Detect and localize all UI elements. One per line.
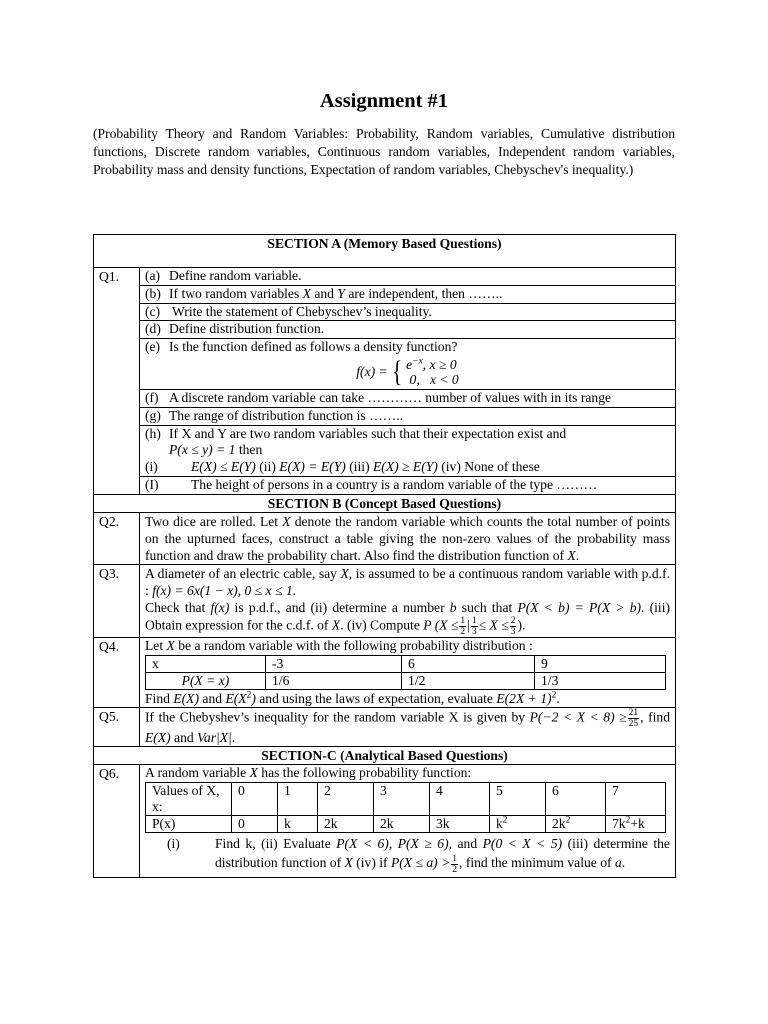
q4-p-row: P(X = x) 1/6 1/2 1/3 bbox=[146, 672, 666, 689]
q1e: (e) Is the function defined as follows a density function? f(x) = { $e^{-x}$, x ≥ 0 0, x < 0 bbox=[140, 339, 675, 390]
q1-number: Q1. bbox=[94, 268, 140, 495]
section-a-heading: SECTION A (Memory Based Questions) bbox=[94, 235, 676, 268]
q2-number: Q2. bbox=[94, 512, 140, 564]
section-c-heading: SECTION-C (Analytical Based Questions) bbox=[94, 746, 676, 764]
q4-x-row: x -3 6 9 bbox=[146, 655, 666, 672]
q6-number: Q6. bbox=[94, 764, 140, 877]
q1-row bbox=[94, 268, 676, 495]
q1-I: (I) The height of persons in a country is a random variable of the type ……… bbox=[140, 476, 675, 494]
q1c: (c) Write the statement of Chebyschev’s inequality. bbox=[140, 304, 675, 322]
q5-text: If the Chebyshev’s inequality for the random variable X is given by P(−2 < X < 8) ≥ $\frac{21}{25}$ , find E(X) and Var|X|. bbox=[140, 707, 676, 746]
section-a-header-row bbox=[94, 235, 676, 268]
q6-values-row: Values of X, x: 0 1 2 3 4 5 6 7 bbox=[146, 782, 666, 815]
intro-paragraph: (Probability Theory and Random Variables: Probability, Random variables, Cumulative distribution functions, Discrete random variables, Continuous random variables, Independent random variables, Probability mass and density functions, Expectation of random variables, Chebyschev's inequality.) bbox=[93, 126, 675, 178]
q6-probability-table bbox=[145, 782, 666, 833]
q1b: (b) If two random variables X and Y are independent, then …….. bbox=[140, 286, 675, 304]
q4-row bbox=[94, 637, 676, 707]
questions-table bbox=[93, 234, 676, 878]
q2-text: Two dice are rolled. Let X denote the random variable which counts the total number of points on the upturned faces, construct a table giving the non-zero values of the probability mass function and draw the probability chart. Also find the distribution function of X. bbox=[140, 512, 676, 564]
q1f: (f) A discrete random variable can take ………… number of values with in its range bbox=[140, 390, 675, 408]
q6-content: A random variable X has the following probability function: Values of X, x: 0 1 2 3 4 5 6 7 P(x) 0 k 2k 2k 3k $k^2$ $2k^2$ $7k^2+k$ (i) Find k, (ii) Evaluate P(X < 6), P(X ≥ 6), and P(0 < X < 5) (iii) determine the distribution function of X (iv) if P(X ≤ a) > $\frac{1}{2}$ , find the minimum value of a. bbox=[140, 764, 676, 877]
section-b-header-row bbox=[94, 494, 676, 512]
q1-content bbox=[140, 268, 676, 495]
q1i-options: (i) E(X) ≤ E(Y) (ii) E(X) = E(Y) (iii) E(X) ≥ E(Y) (iv) None of these bbox=[145, 459, 540, 475]
section-b-heading: SECTION B (Concept Based Questions) bbox=[94, 494, 676, 512]
q1h: (h) If X and Y are two random variables such that their expectation exist and P(x ≤ y) = 1 then bbox=[145, 425, 567, 458]
q4-number: Q4. bbox=[94, 637, 140, 707]
density-function-formula: f(x) = { $e^{-x}$, x ≥ 0 0, x < 0 bbox=[356, 354, 459, 388]
q2-row bbox=[94, 512, 676, 564]
q6-row bbox=[94, 764, 676, 877]
q4-distribution-table bbox=[145, 655, 666, 690]
q6-prob-row: P(x) 0 k 2k 2k 3k $k^2$ $2k^2$ $7k^2+k$ bbox=[146, 815, 666, 832]
q3-row bbox=[94, 564, 676, 637]
q1g: (g) The range of distribution function is …….. bbox=[140, 408, 675, 426]
q4-content: Let X be a random variable with the following probability distribution : x -3 6 9 P(X = x) 1/6 1/2 1/3 Find E(X) and $E(X^2)$ and using the laws of expectation, evaluate $E(2X + 1)^2$. bbox=[140, 637, 676, 707]
section-c-header-row bbox=[94, 746, 676, 764]
q1a: (a) Define random variable. bbox=[140, 268, 675, 286]
q5-row bbox=[94, 707, 676, 746]
q5-number: Q5. bbox=[94, 707, 140, 746]
q3-text: A diameter of an electric cable, say X, is assumed to be a continuous random variable with p.d.f. : f(x) = 6x(1 − x), 0 ≤ x ≤ 1. Check that f(x) is p.d.f., and (ii) determine a number b such that P(X < b) = P(X > b). (iii) Obtain expression for the c.d.f. of X. (iv) Compute P (X ≤ $\frac{1}{2}$ | $\frac{1}{3}$ ≤ X ≤ $\frac{2}{3}$ ). bbox=[140, 564, 676, 637]
q3-number: Q3. bbox=[94, 564, 140, 637]
q6-subquestions: (i) Find k, (ii) Evaluate P(X < 6), P(X ≥ 6), and P(0 < X < 5) (iii) determine the distribution function of X (iv) if P(X ≤ a) > $\frac{1}{2}$ , find the minimum value of a. bbox=[167, 835, 670, 875]
page-title: Assignment #1 bbox=[319, 90, 449, 112]
q1d: (d) Define distribution function. bbox=[140, 321, 675, 339]
